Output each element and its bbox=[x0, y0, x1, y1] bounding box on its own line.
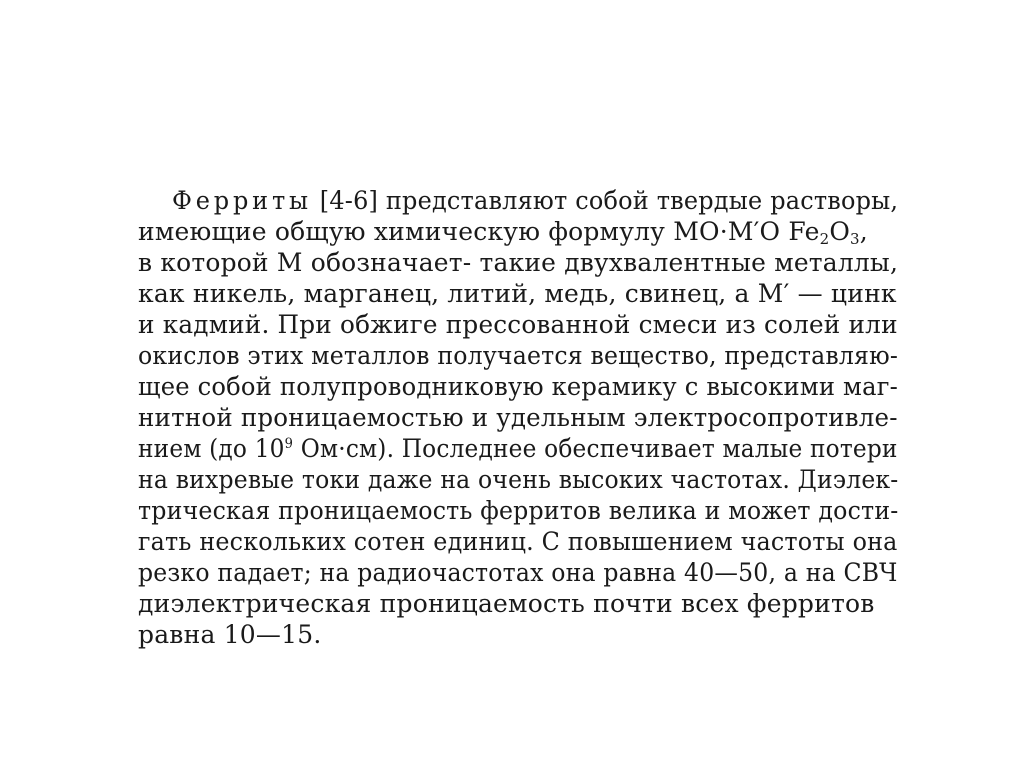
text-line-5: и кадмий. При обжиге прессованной смеси из солей или bbox=[138, 310, 898, 339]
line-2-text: имеющие общую химическую формулу МО·М′О Fe bbox=[138, 217, 820, 246]
text-line-6: окислов этих металлов получается вещество, представляю- bbox=[138, 341, 899, 370]
exponent-9: 9 bbox=[284, 436, 294, 452]
line-1-rest: [4-6] представляют собой твердые растворы, bbox=[311, 186, 899, 215]
text-line-13: резко падает; на радиочастотах она равна 40—50, а на СВЧ bbox=[138, 558, 898, 587]
text-line-10: на вихревые токи даже на очень высоких частотах. Диэлек- bbox=[138, 465, 899, 494]
text-line-4: как никель, марганец, литий, медь, свинец, а М′ — цинк bbox=[138, 279, 897, 308]
formula-subscript-2: 2 bbox=[819, 230, 830, 248]
line-2-oxygen: O bbox=[829, 217, 851, 246]
text-line-3: в которой М обозначает- такие двухвалентные металлы, bbox=[138, 248, 899, 277]
text-line-1 bbox=[172, 186, 898, 216]
formula-subscript-3: 3 bbox=[850, 230, 860, 248]
term-ferrites: Ферриты bbox=[172, 186, 312, 215]
text-line-15: равна 10—15. bbox=[138, 620, 322, 649]
text-line-2 bbox=[138, 217, 868, 247]
line-9-start: нием (до 10 bbox=[138, 434, 285, 463]
text-line-8: нитной проницаемостью и удельным электросопротивле- bbox=[138, 403, 898, 432]
line-9-end: Ом·см). Последнее обеспечивает малые потери bbox=[293, 434, 898, 463]
text-line-12: гать нескольких сотен единиц. С повышением частоты она bbox=[138, 527, 898, 556]
text-line-14: диэлектрическая проницаемость почти всех ферритов bbox=[138, 589, 875, 618]
text-line-9 bbox=[138, 434, 898, 464]
text-line-11: трическая проницаемость ферритов велика и может дости- bbox=[138, 496, 899, 525]
text-line-7: щее собой полупроводниковую керамику с высокими маг- bbox=[138, 372, 898, 401]
line-2-end: , bbox=[859, 217, 868, 246]
